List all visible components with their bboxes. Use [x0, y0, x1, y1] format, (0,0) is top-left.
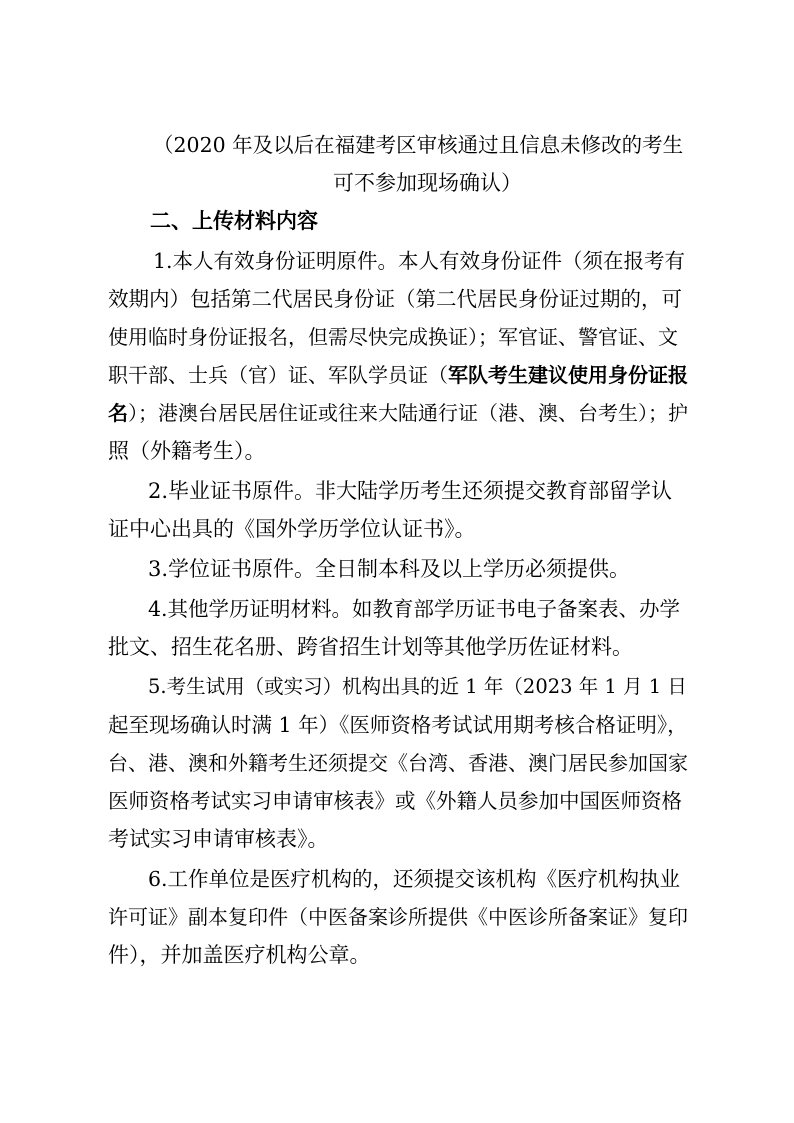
item-4-line-1: 4.其他学历证明材料。如教育部学历证书电子备案表、办学	[148, 597, 681, 621]
item-3-line-1: 3.学位证书原件。全日制本科及以上学历必须提供。	[148, 557, 631, 581]
item-4-line-2: 批文、招生花名册、跨省招生计划等其他学历佐证材料。	[108, 635, 633, 659]
item-6-line-1: 6.工作单位是医疗机构的，还须提交该机构《医疗机构执业	[148, 867, 681, 891]
section-heading: 二、上传材料内容	[150, 209, 318, 233]
intro-line-2: 可不参加现场确认）	[333, 171, 522, 195]
item-2-line-1: 2.毕业证书原件。非大陆学历考生还须提交教育部留学认	[148, 479, 673, 503]
item-1-line-2: 效期内）包括第二代居民身份证（第二代居民身份证过期的，可	[108, 287, 682, 311]
item-1-line-5	[108, 400, 688, 426]
item-1-bold-note: 军队考生建议使用身份证报	[448, 363, 688, 387]
item-1-line-6: 照（外籍考生）。	[108, 439, 266, 463]
item-5-line-5: 考试实习申请审核表》。	[108, 827, 329, 851]
item-6-line-2: 许可证》副本复印件（中医备案诊所提供《中医诊所备案证》复印	[108, 905, 688, 929]
item-5-line-2: 起至现场确认时满 1 年）《医师资格考试试用期考核合格证明》，	[108, 713, 688, 737]
item-1-line-3: 使用临时身份证报名，但需尽快完成换证）；军官证、警官证、文	[108, 325, 678, 349]
item-1-line-4-text: 职干部、士兵（官）证、军队学员证（	[108, 363, 448, 387]
item-1-line-5-text: ）；港澳台居民居住证或往来大陆通行证（港、澳、台考生）；护	[128, 401, 688, 425]
item-1-bold-note-end: 名	[108, 401, 128, 425]
item-1-line-1: 1.本人有效身份证明原件。本人有效身份证件（须在报考有	[153, 249, 686, 273]
item-5-line-4: 医师资格考试实习申请审核表》或《外籍人员参加中国医师资格	[108, 789, 682, 813]
item-5-line-3: 台、港、澳和外籍考生还须提交《台湾、香港、澳门居民参加国家	[108, 751, 688, 775]
item-2-line-2: 证中心出具的《国外学历学位认证书》。	[108, 517, 476, 541]
intro-line-1: （2020 年及以后在福建考区审核通过且信息未修改的考生	[153, 133, 684, 157]
item-6-line-3: 件），并加盖医疗机构公章。	[108, 943, 371, 967]
item-5-line-1: 5.考生试用（或实习）机构出具的近 1 年（2023 年 1 月 1 日	[148, 675, 687, 698]
item-1-line-4	[108, 362, 688, 388]
